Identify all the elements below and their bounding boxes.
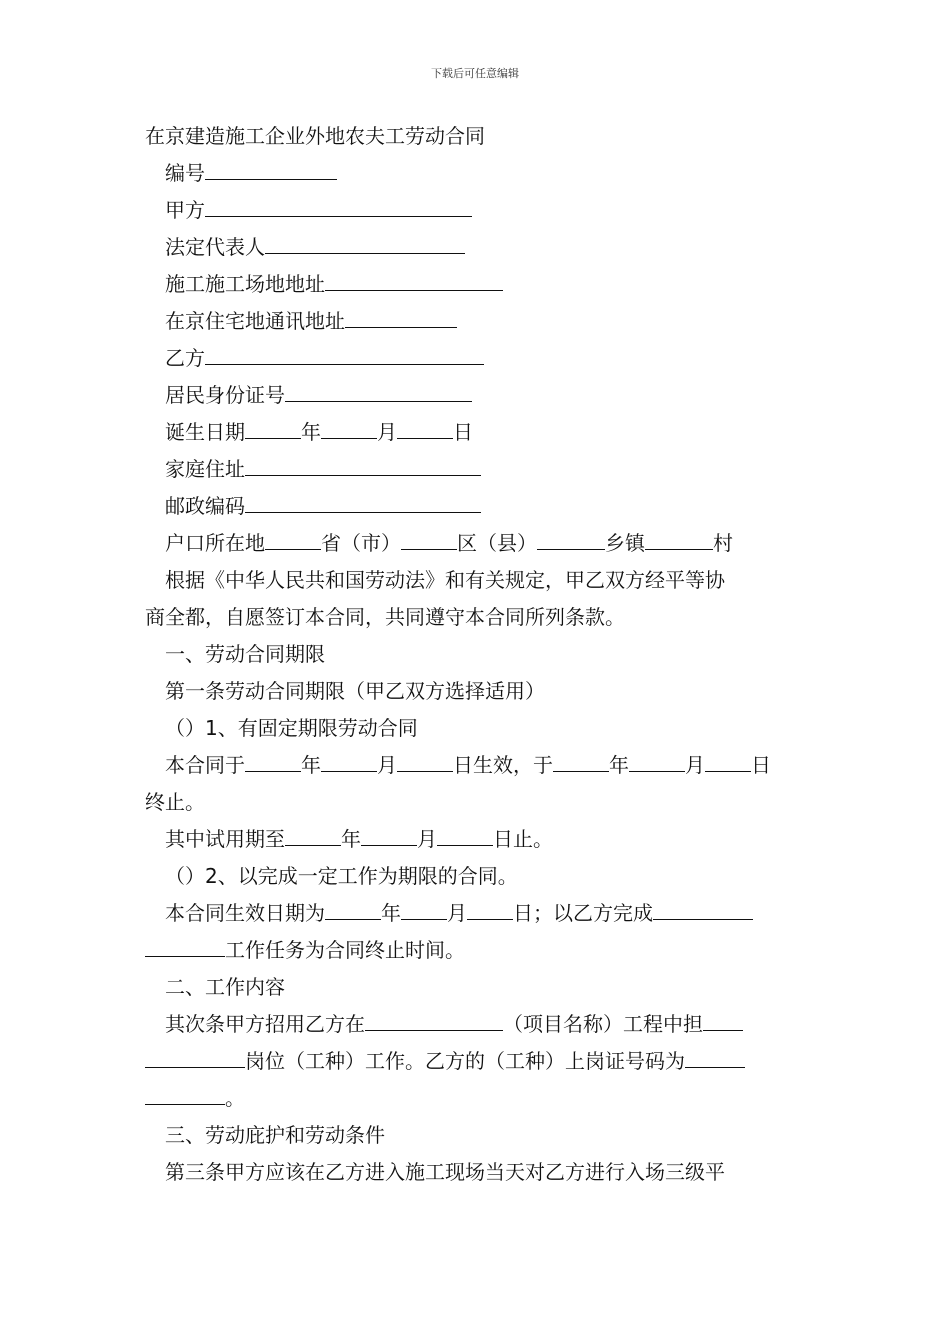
blank-line[interactable] [705,747,751,772]
field-number: 编号 [145,155,810,192]
blank-line[interactable] [467,895,513,920]
field-beijing-address: 在京住宅地通讯地址 [145,303,810,340]
blank-line[interactable] [397,747,453,772]
blank-line[interactable] [325,266,503,291]
section-3-heading: 三、劳动庇护和劳动条件 [165,1123,385,1147]
blank-line[interactable] [321,414,377,439]
blank-line[interactable] [629,747,685,772]
contract-document [145,118,810,1191]
term-line: 本合同于 年 月 日生效，于 年 月 日 [145,747,810,784]
blank-line[interactable] [245,747,301,772]
field-postal-code: 邮政编码 [145,488,810,525]
probation-line: 其中试用期至 年 月 日止。 [145,821,810,858]
blank-line[interactable] [265,229,465,254]
field-party-b: 乙方 [145,340,810,377]
article-2-line-3: 。 [145,1080,810,1117]
blank-line[interactable] [401,525,457,550]
option-1: （）1、有固定期限劳动合同 [165,716,418,740]
article-2-line-2: 岗位（工种）工作。乙方的（工种）上岗证号码为 [145,1043,810,1080]
blank-line[interactable] [325,895,381,920]
blank-line[interactable] [265,525,321,550]
blank-line[interactable] [145,932,225,957]
blank-line[interactable] [205,155,337,180]
field-site-address: 施工施工场地地址 [145,266,810,303]
blank-line[interactable] [401,895,447,920]
task-line-2: 工作任务为合同终止时间。 [145,932,810,969]
blank-line[interactable] [285,821,341,846]
blank-line[interactable] [645,525,713,550]
field-party-a: 甲方 [145,192,810,229]
blank-line[interactable] [653,895,753,920]
article-1: 第一条劳动合同期限（甲乙双方选择适用） [165,679,545,703]
blank-line[interactable] [245,488,481,513]
document-title: 在京建造施工企业外地农夫工劳动合同 [145,124,485,148]
article-3: 第三条甲方应该在乙方进入施工现场当天对乙方进行入场三级平 [165,1160,725,1184]
section-1-heading: 一、劳动合同期限 [165,642,325,666]
task-line: 本合同生效日期为 年 月 日；以乙方完成 [145,895,810,932]
page-header: 下载后可任意编辑 [431,67,519,80]
blank-line[interactable] [685,1043,745,1068]
intro-line-1: 根据《中华人民共和国劳动法》和有关规定，甲乙双方经平等协 [165,568,725,592]
blank-line[interactable] [361,821,417,846]
section-2-heading: 二、工作内容 [165,975,285,999]
term-end: 终止。 [145,790,205,814]
field-hukou: 户口所在地 省（市） 区（县） 乡镇 村 [145,525,810,562]
blank-line[interactable] [205,340,484,365]
blank-line[interactable] [345,303,457,328]
field-id-number: 居民身份证号 [145,377,810,414]
intro-line-2: 商全都，自愿签订本合同，共同遵守本合同所列条款。 [145,605,625,629]
blank-line[interactable] [145,1043,245,1068]
article-2-line-1: 其次条甲方招用乙方在 （项目名称）工程中担 [145,1006,810,1043]
blank-line[interactable] [365,1006,503,1031]
blank-line[interactable] [397,414,453,439]
blank-line[interactable] [285,377,472,402]
field-home-address: 家庭住址 [145,451,810,488]
blank-line[interactable] [437,821,493,846]
blank-line[interactable] [537,525,605,550]
option-2: （）2、以完成一定工作为期限的合同。 [165,864,518,888]
blank-line[interactable] [145,1080,225,1105]
blank-line[interactable] [245,414,301,439]
blank-line[interactable] [321,747,377,772]
blank-line[interactable] [205,192,472,217]
blank-line[interactable] [703,1006,743,1031]
blank-line[interactable] [245,451,481,476]
field-birth-date: 诞生日期 年 月 日 [145,414,810,451]
blank-line[interactable] [553,747,609,772]
field-legal-rep: 法定代表人 [145,229,810,266]
